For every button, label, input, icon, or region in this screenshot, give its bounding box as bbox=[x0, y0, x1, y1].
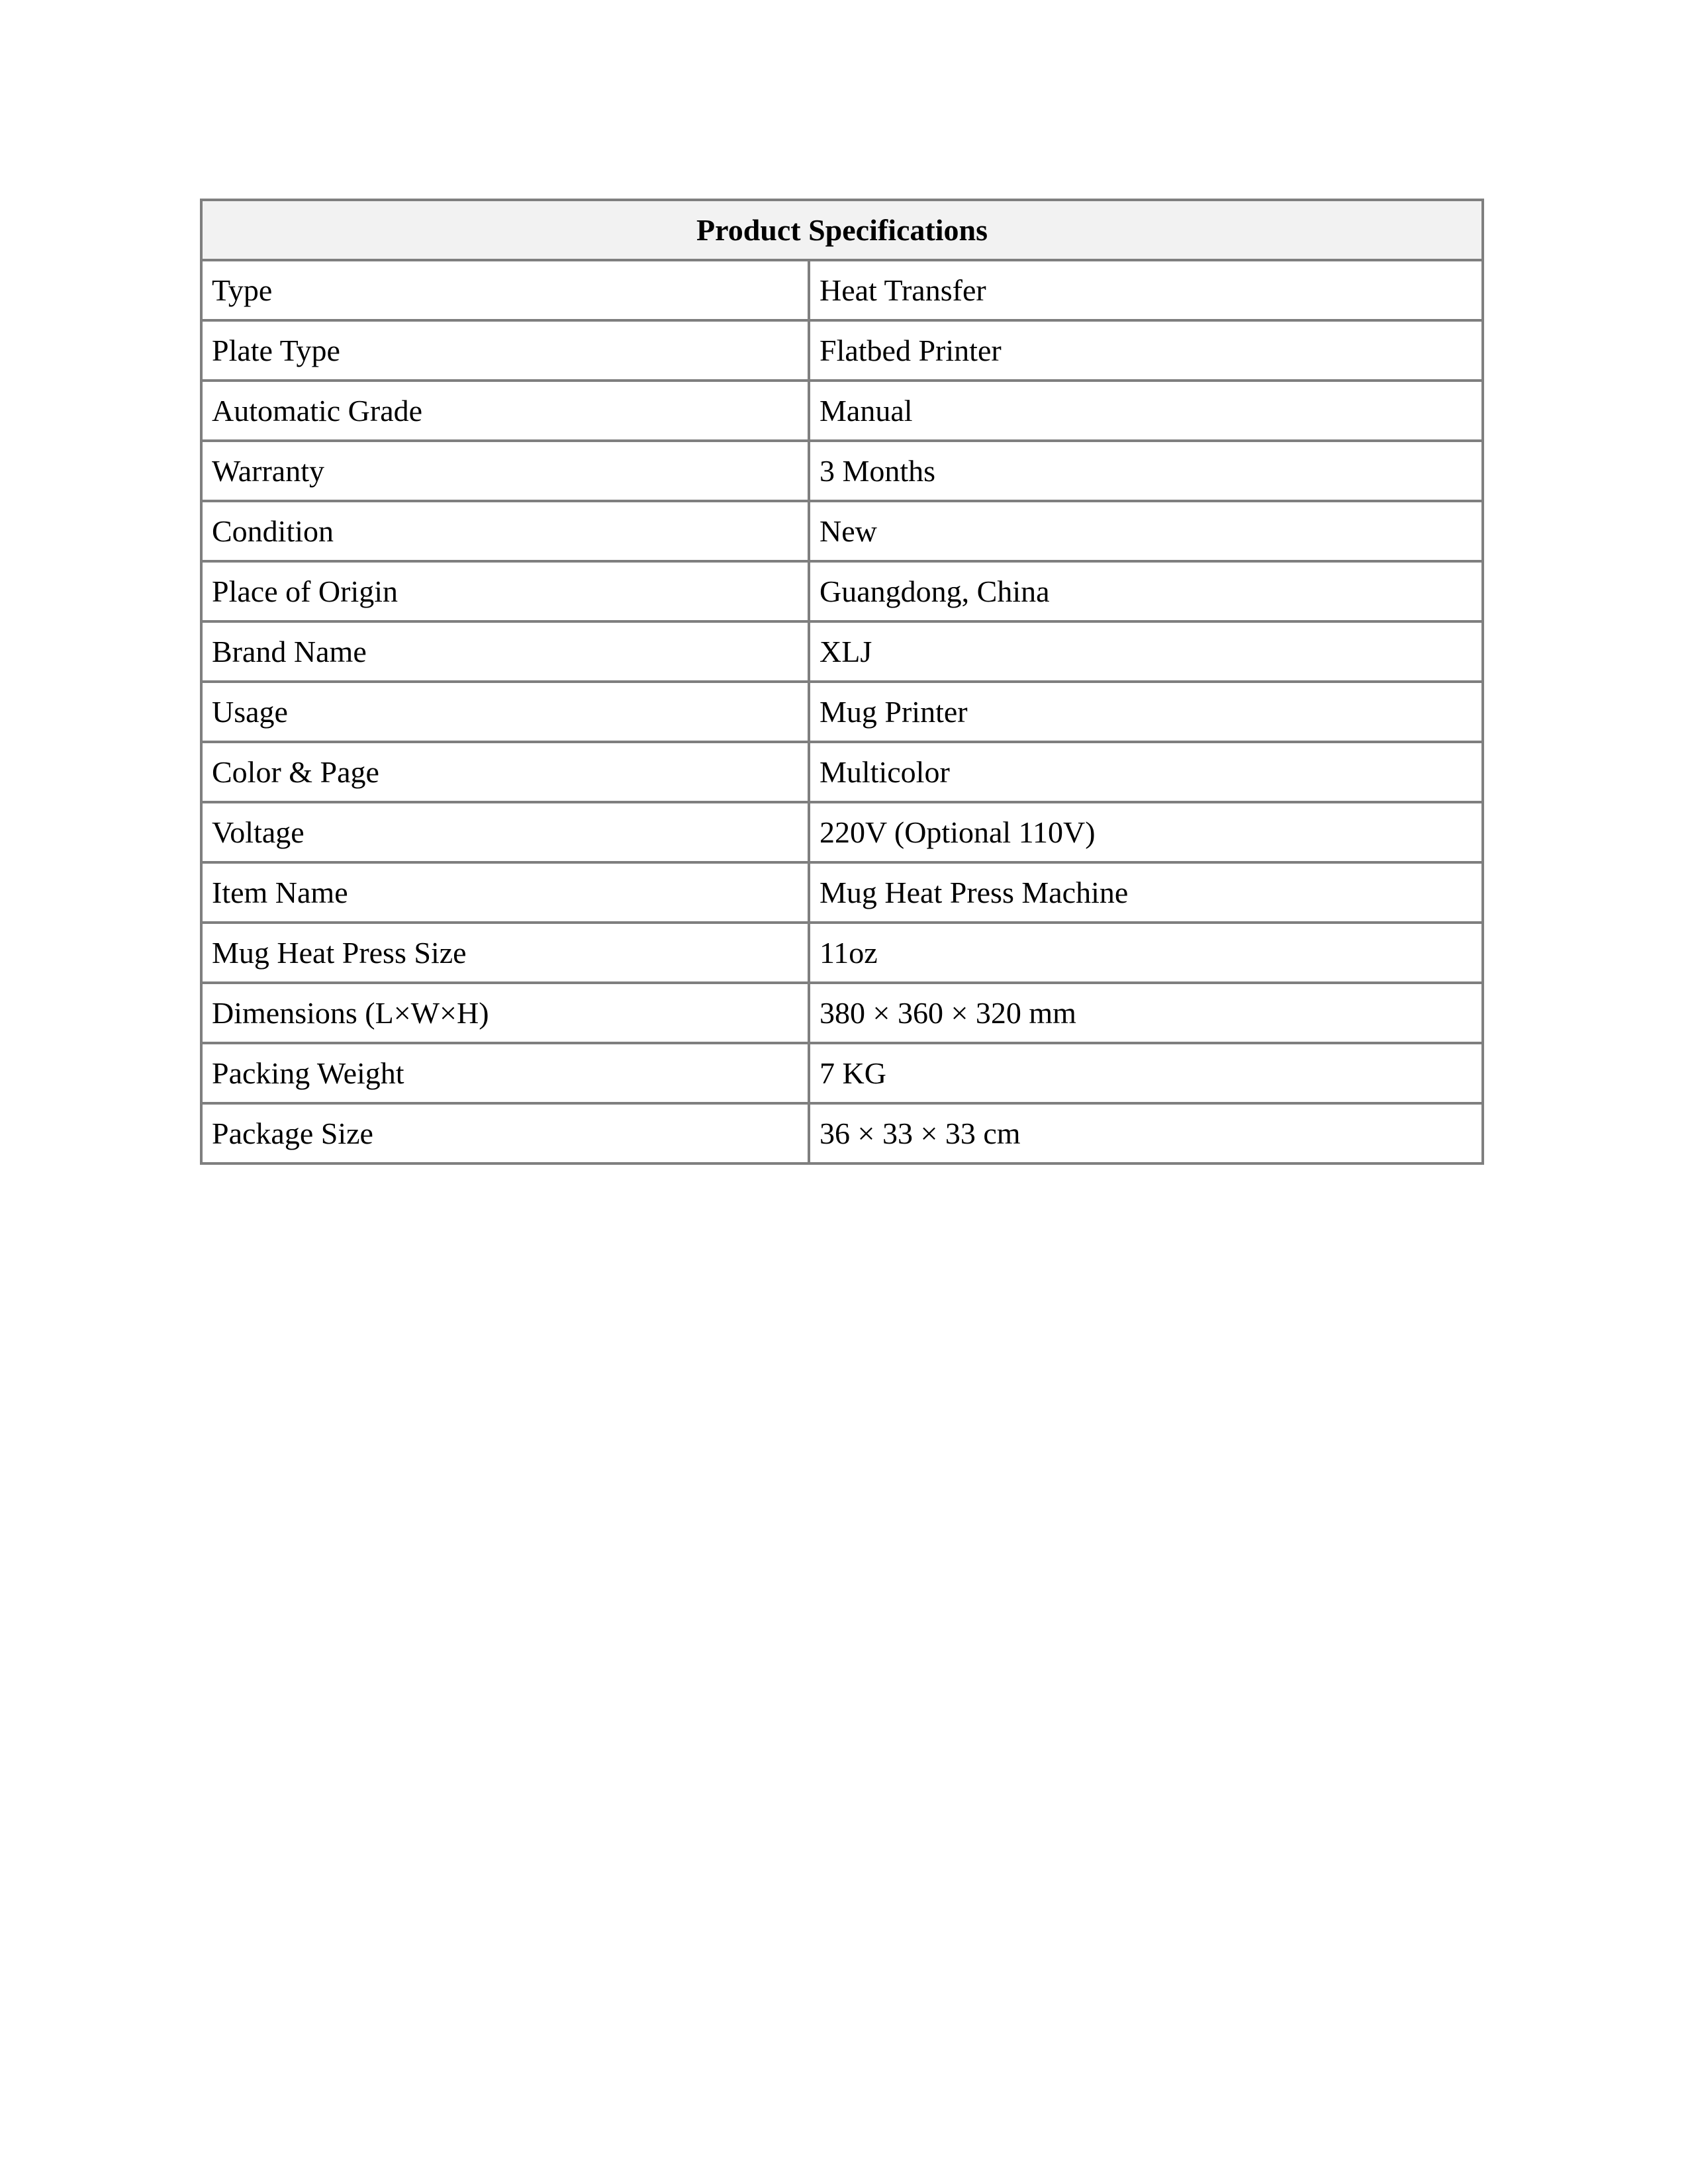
table-title: Product Specifications bbox=[201, 200, 1483, 260]
spec-value: Heat Transfer bbox=[809, 260, 1483, 320]
spec-label: Type bbox=[201, 260, 809, 320]
spec-label: Usage bbox=[201, 682, 809, 742]
spec-label: Voltage bbox=[201, 802, 809, 862]
spec-value: 380 × 360 × 320 mm bbox=[809, 983, 1483, 1043]
table-row bbox=[201, 802, 1483, 862]
product-specifications-table bbox=[200, 199, 1484, 1165]
table-row bbox=[201, 1103, 1483, 1163]
spec-label: Brand Name bbox=[201, 621, 809, 682]
table-row bbox=[201, 742, 1483, 802]
table-row bbox=[201, 621, 1483, 682]
spec-label: Place of Origin bbox=[201, 561, 809, 621]
spec-label: Automatic Grade bbox=[201, 381, 809, 441]
spec-value: XLJ bbox=[809, 621, 1483, 682]
table-row bbox=[201, 1043, 1483, 1103]
spec-value: 220V (Optional 110V) bbox=[809, 802, 1483, 862]
spec-label: Dimensions (L×W×H) bbox=[201, 983, 809, 1043]
table-row bbox=[201, 501, 1483, 561]
table-row bbox=[201, 441, 1483, 501]
spec-label: Package Size bbox=[201, 1103, 809, 1163]
spec-label: Color & Page bbox=[201, 742, 809, 802]
spec-value: Guangdong, China bbox=[809, 561, 1483, 621]
spec-value: Multicolor bbox=[809, 742, 1483, 802]
spec-label: Plate Type bbox=[201, 320, 809, 381]
spec-value: New bbox=[809, 501, 1483, 561]
spec-value: 3 Months bbox=[809, 441, 1483, 501]
spec-value: Flatbed Printer bbox=[809, 320, 1483, 381]
table-row bbox=[201, 320, 1483, 381]
table-row bbox=[201, 260, 1483, 320]
spec-label: Item Name bbox=[201, 862, 809, 923]
table-row bbox=[201, 682, 1483, 742]
spec-value: 11oz bbox=[809, 923, 1483, 983]
table-row bbox=[201, 561, 1483, 621]
spec-value: Mug Printer bbox=[809, 682, 1483, 742]
table-row bbox=[201, 923, 1483, 983]
spec-label: Packing Weight bbox=[201, 1043, 809, 1103]
spec-value: Mug Heat Press Machine bbox=[809, 862, 1483, 923]
table-row bbox=[201, 381, 1483, 441]
spec-value: Manual bbox=[809, 381, 1483, 441]
spec-value: 36 × 33 × 33 cm bbox=[809, 1103, 1483, 1163]
spec-value: 7 KG bbox=[809, 1043, 1483, 1103]
spec-label: Mug Heat Press Size bbox=[201, 923, 809, 983]
table-row bbox=[201, 983, 1483, 1043]
table-header-row bbox=[201, 200, 1483, 260]
spec-label: Condition bbox=[201, 501, 809, 561]
spec-label: Warranty bbox=[201, 441, 809, 501]
table-row bbox=[201, 862, 1483, 923]
